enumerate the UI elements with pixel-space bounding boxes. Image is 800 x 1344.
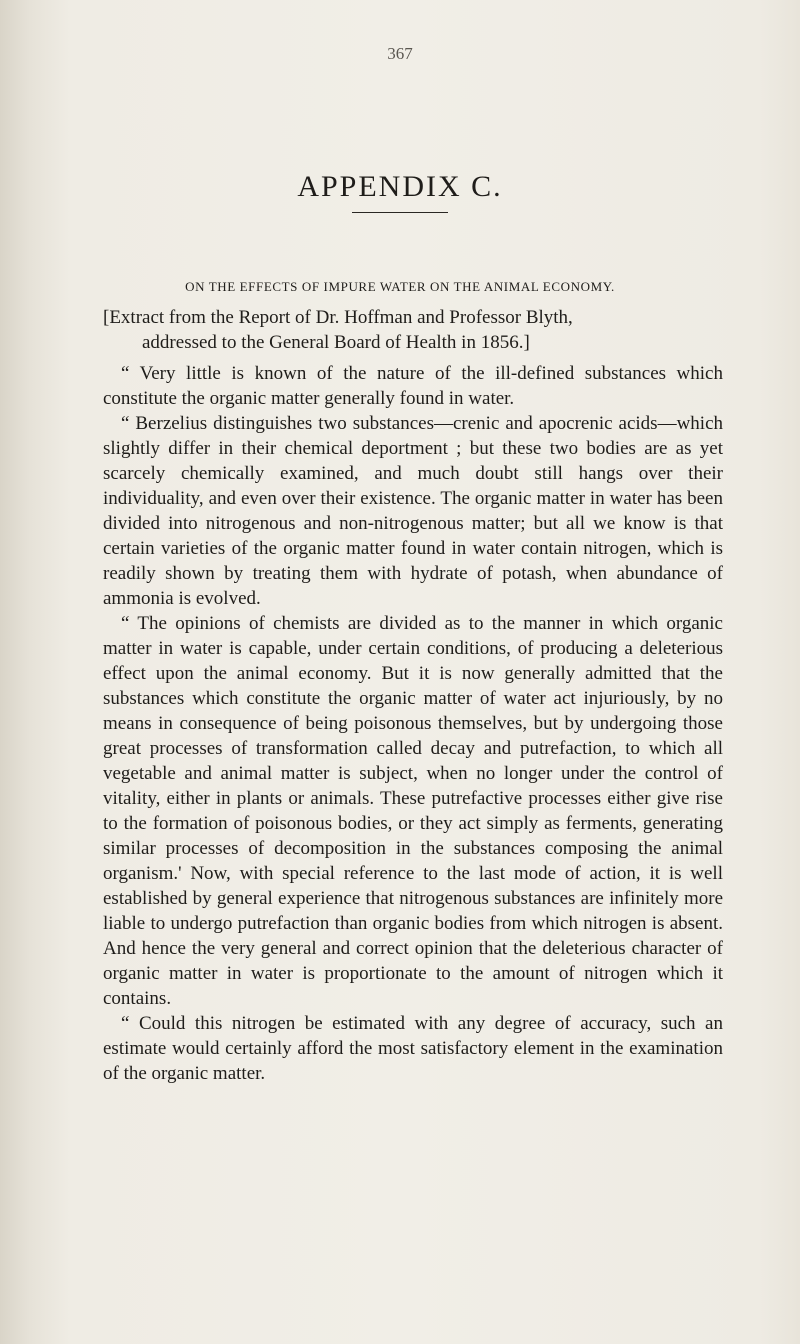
page-number: 367 — [387, 44, 413, 63]
body-text — [103, 361, 723, 1086]
paragraph: “ Very little is known of the nature of the ill-defined substances which constitute the organic matter generally found in water. — [103, 363, 723, 409]
title-underline — [352, 212, 448, 213]
paragraph: “ Berzelius distinguishes two substances—crenic and apocrenic acids—which slightly differ in their chemical deportment ; but these two bodies are as yet scarcely chemically examined, and much doubt still hangs over their individuality, and even over their existence. The organic matter in water has been divided into nitrogenous and non-nitrogenous matter; but all we know is that certain varieties of the organic matter found in water contain nitrogen, which is readily shown by treating them with hydrate of potash, when abundance of ammonia is evolved. — [103, 413, 723, 609]
appendix-title: APPENDIX C. — [297, 170, 503, 203]
section-subtitle: ON THE EFFECTS OF IMPURE WATER ON THE ANIMAL ECONOMY. — [185, 279, 615, 294]
extract-note — [103, 305, 723, 355]
extract-line-2: addressed to the General Board of Health in 1856.] — [142, 332, 530, 353]
paragraph: “ Could this nitrogen be estimated with any degree of accuracy, such an estimate would certainly afford the most satisfactory element in the examination of the organic matter. — [103, 1013, 723, 1084]
paragraph: “ The opinions of chemists are divided as to the manner in which organic matter in water is capable, under certain conditions, of producing a deleterious effect upon the animal economy. But it is now generally admitted that the substances which constitute the organic matter of water act injuriously, by no means in consequence of being poisonous themselves, but by undergoing those great processes of transformation called decay and putrefaction, to which all vegetable and animal matter is subject, when no longer under the control of vitality, either in plants or animals. These putrefactive processes either give rise to the formation of poisonous bodies, or they act simply as ferments, generating similar processes of decomposition in the substances composing the animal organism.' Now, with special reference to the last mode of action, it is well established by general experience that nitrogenous substances are infinitely more liable to undergo putrefaction than organic bodies from which nitrogen is absent. And hence the very general and correct opinion that the deleterious character of organic matter in water is proportionate to the amount of nitrogen which it contains. — [103, 613, 723, 1009]
extract-line-1: [Extract from the Report of Dr. Hoffman and Professor Blyth, — [103, 307, 573, 328]
